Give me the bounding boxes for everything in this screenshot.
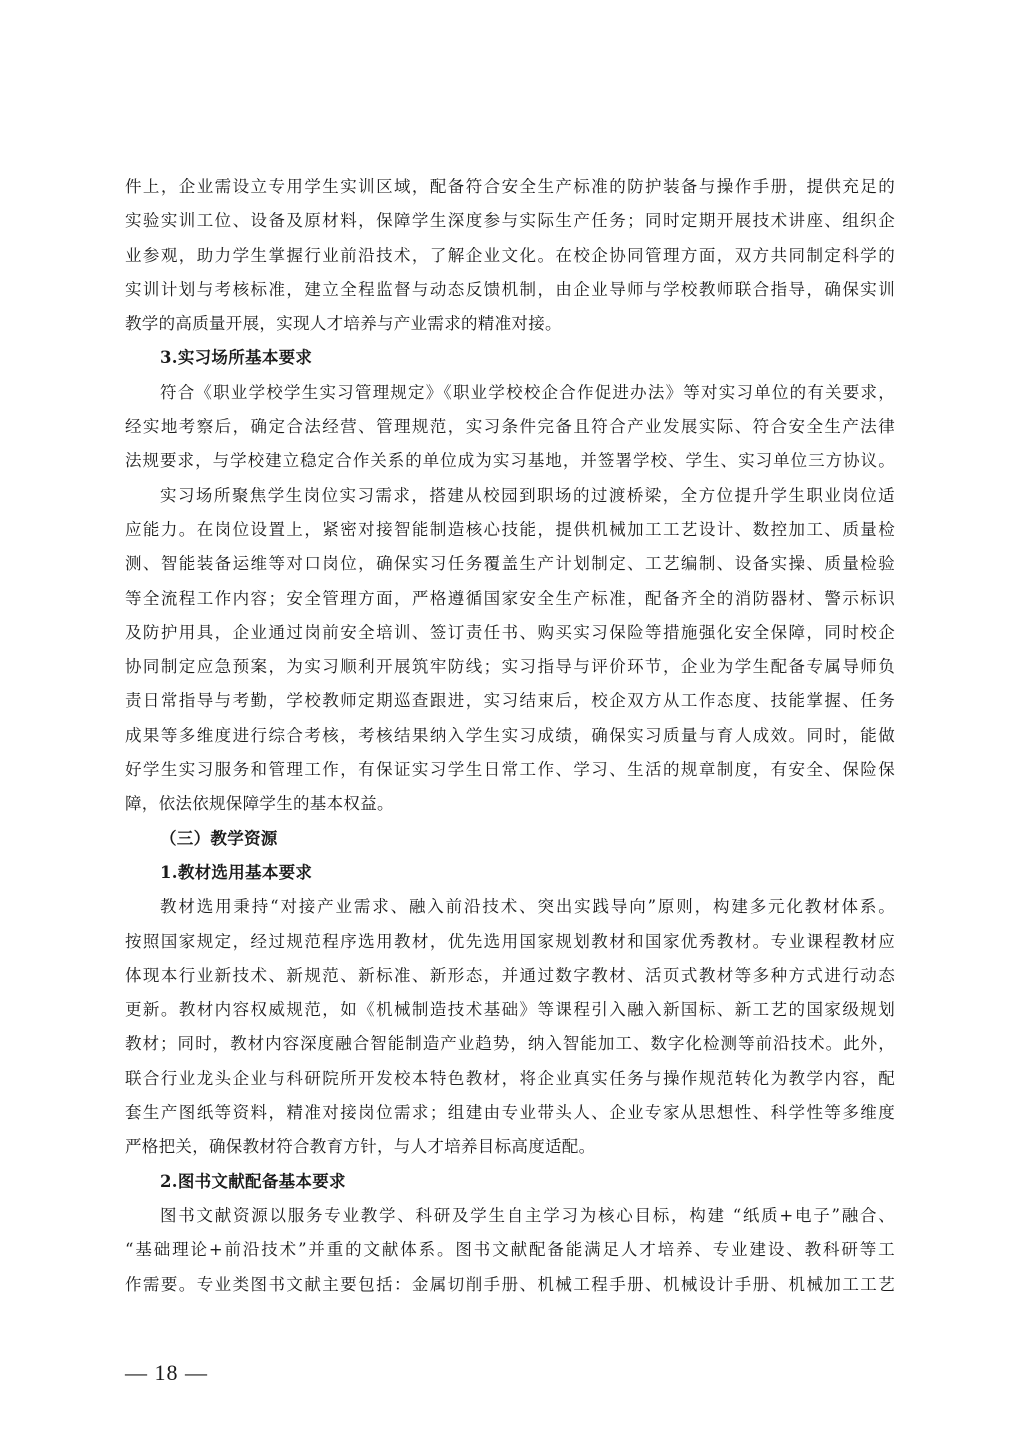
text-line: 好学生实习服务和管理工作，有保证实习学生日常工作、学习、生活的规章制度，有安全、保险保	[125, 760, 895, 780]
text-line: 经实地考察后，确定合法经营、管理规范，实习条件完备且符合产业发展实际、符合安全生产法律	[125, 417, 895, 437]
text-line: 应能力。在岗位设置上，紧密对接智能制造核心技能，提供机械加工工艺设计、数控加工、质量检	[125, 519, 895, 539]
text-line: 件上，企业需设立专用学生实训区域，配备符合安全生产标准的防护装备与操作手册，提供充足的	[125, 177, 895, 196]
text-line: 套生产图纸等资料，精准对接岗位需求；组建由专业带头人、企业专家从思想性、科学性等多维度	[125, 1103, 895, 1123]
text-line: 及防护用具，企业通过岗前安全培训、签订责任书、购买实习保险等措施强化安全保障，同时校企	[125, 622, 895, 642]
text-line: 按照国家规定，经过规范程序选用教材，优先选用国家规划教材和国家优秀教材。专业课程教材应	[125, 931, 895, 951]
text-line: “基础理论+前沿技术”并重的文献体系。图书文献配备能满足人才培养、专业建设、教科研等工	[125, 1240, 895, 1260]
text-line: 实验实训工位、设备及原材料，保障学生深度参与实际生产任务；同时定期开展技术讲座、组织企	[125, 211, 895, 231]
section-heading: （三）教学资源	[160, 828, 278, 848]
text-line: 符合《职业学校学生实习管理规定》《职业学校校企合作促进办法》等对实习单位的有关要求，	[160, 382, 895, 402]
text-line: 严格把关，确保教材符合教育方针，与人才培养目标高度适配。	[125, 1137, 596, 1157]
text-line: 法规要求，与学校建立稳定合作关系的单位成为实习基地，并签署学校、学生、实习单位三方协议。	[125, 451, 895, 471]
text-line: 障，依法依规保障学生的基本权益。	[125, 794, 394, 814]
text-line: 图书文献资源以服务专业教学、科研及学生自主学习为核心目标，构建 “纸质+电子”融合、	[160, 1205, 895, 1225]
text-line: 实训计划与考核标准，建立全程监督与动态反馈机制，由企业导师与学校教师联合指导，确保实训	[125, 279, 895, 299]
text-line: 业参观，助力学生掌握行业前沿技术，了解企业文化。在校企协同管理方面，双方共同制定科学的	[125, 245, 895, 265]
section-heading: 3.实习场所基本要求	[160, 348, 313, 368]
text-line: 实习场所聚焦学生岗位实习需求，搭建从校园到职场的过渡桥梁，全方位提升学生职业岗位适	[160, 485, 895, 505]
text-line: 协同制定应急预案，为实习顺利开展筑牢防线；实习指导与评价环节，企业为学生配备专属导师负	[125, 657, 895, 677]
section-heading: 1.教材选用基本要求	[160, 862, 313, 882]
text-line: 成果等多维度进行综合考核，考核结果纳入学生实习成绩，确保实习质量与育人成效。同时，能做	[125, 725, 895, 745]
text-line: 教学的高质量开展，实现人才培养与产业需求的精准对接。	[125, 314, 562, 334]
text-line: 联合行业龙头企业与科研院所开发校本特色教材，将企业真实任务与操作规范转化为教学内容，配	[125, 1068, 895, 1088]
text-line: 等全流程工作内容；安全管理方面，严格遵循国家安全生产标准，配备齐全的消防器材、警示标识	[125, 588, 895, 608]
text-line: 教材；同时，教材内容深度融合智能制造产业趋势，纳入智能加工、数字化检测等前沿技术。此外，	[125, 1034, 895, 1054]
text-line: 测、智能装备运维等对口岗位，确保实习任务覆盖生产计划制定、工艺编制、设备实操、质量检验	[125, 554, 895, 574]
text-line: 更新。教材内容权威规范，如《机械制造技术基础》等课程引入融入新国标、新工艺的国家级规划	[125, 1000, 895, 1020]
text-line: 作需要。专业类图书文献主要包括：金属切削手册、机械工程手册、机械设计手册、机械加工工艺	[125, 1274, 895, 1294]
page-number: — 18 —	[125, 1360, 208, 1385]
body-text	[125, 170, 895, 1302]
section-heading: 2.图书文献配备基本要求	[160, 1171, 346, 1191]
text-line: 教材选用秉持“对接产业需求、融入前沿技术、突出实践导向”原则，构建多元化教材体系。	[160, 897, 895, 917]
text-line: 责日常指导与考勤，学校教师定期巡查跟进，实习结束后，校企双方从工作态度、技能掌握、任务	[125, 691, 895, 711]
text-line: 体现本行业新技术、新规范、新标准、新形态，并通过数字教材、活页式教材等多种方式进行动态	[125, 965, 895, 985]
